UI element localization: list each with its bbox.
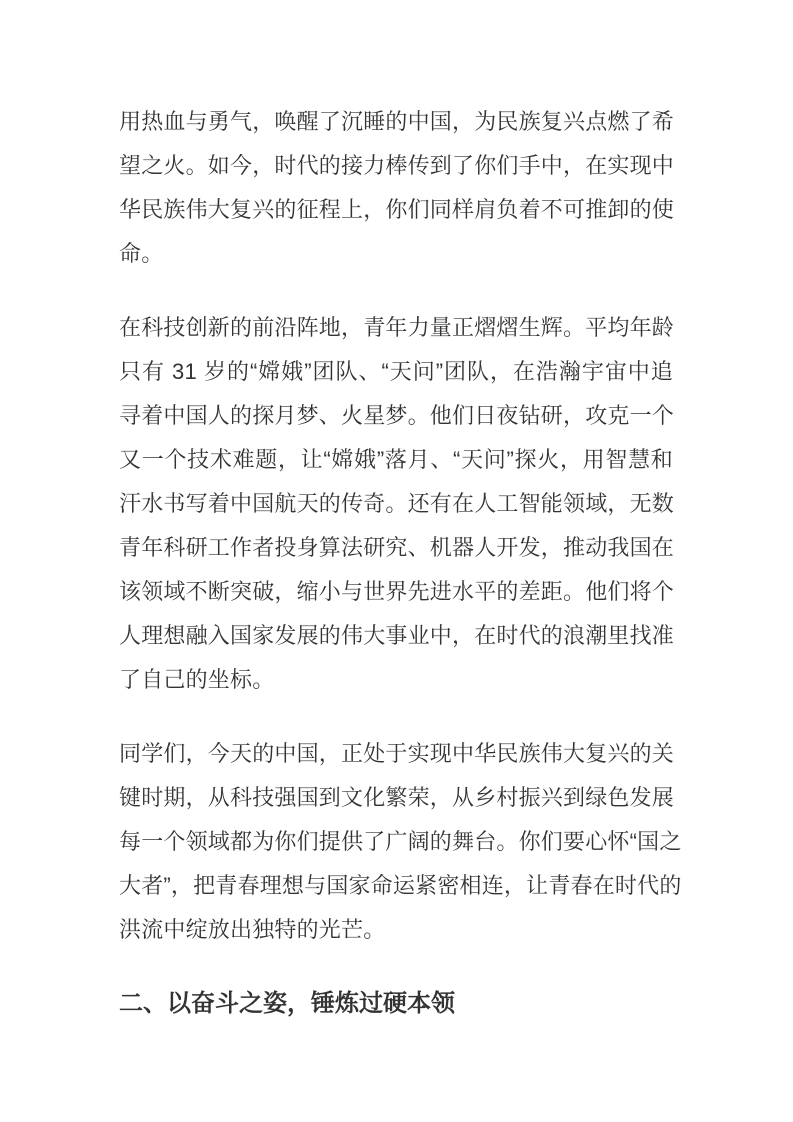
text-line: 华民族伟大复兴的征程上，你们同样肩负着不可推卸的使 bbox=[119, 197, 675, 222]
text-line: 了自己的坐标。 bbox=[119, 667, 275, 692]
text-line: 又一个技术难题，让“嫦娥”落月、“天问”探火，用智慧和 bbox=[119, 447, 673, 472]
text-line: 青年科研工作者投身算法研究、机器人开发，推动我国在 bbox=[119, 535, 675, 560]
text-line: 人理想融入国家发展的伟大事业中，在时代的浪潮里找准 bbox=[119, 623, 675, 648]
text-line: 在科技创新的前沿阵地，青年力量正熠熠生辉。平均年龄 bbox=[119, 315, 675, 340]
text-line: 洪流中绽放出独特的光芒。 bbox=[119, 917, 386, 942]
text-line: 每一个领域都为你们提供了广阔的舞台。你们要心怀“国之 bbox=[119, 829, 682, 854]
text-line: 望之火。如今，时代的接力棒传到了你们手中，在实现中 bbox=[119, 153, 675, 178]
text-line: 键时期，从科技强国到文化繁荣，从乡村振兴到绿色发展 bbox=[119, 785, 675, 810]
text-line: 汗水书写着中国航天的传奇。还有在人工智能领域，无数 bbox=[119, 491, 675, 516]
text-line: 该领域不断突破，缩小与世界先进水平的差距。他们将个 bbox=[119, 579, 675, 604]
paragraph-students-call bbox=[119, 732, 682, 952]
text-line: 同学们，今天的中国，正处于实现中华民族伟大复兴的关 bbox=[119, 741, 675, 766]
text-line: 大者”，把青春理想与国家命运紧密相连，让青春在时代的 bbox=[119, 873, 682, 898]
section-heading: 二、以奋斗之姿，锤炼过硬本领 bbox=[119, 990, 455, 1017]
text-line: 命。 bbox=[119, 241, 164, 266]
text-line: 只有 31 岁的“嫦娥”团队、“天问”团队，在浩瀚宇宙中追 bbox=[119, 359, 673, 384]
document-content bbox=[119, 100, 682, 1026]
paragraph-mission bbox=[119, 100, 673, 276]
text-line: 寻着中国人的探月梦、火星梦。他们日夜钻研，攻克一个 bbox=[119, 403, 675, 428]
text-line: 用热血与勇气，唤醒了沉睡的中国，为民族复兴点燃了希 bbox=[119, 109, 675, 134]
paragraph-tech-innovation bbox=[119, 306, 673, 702]
